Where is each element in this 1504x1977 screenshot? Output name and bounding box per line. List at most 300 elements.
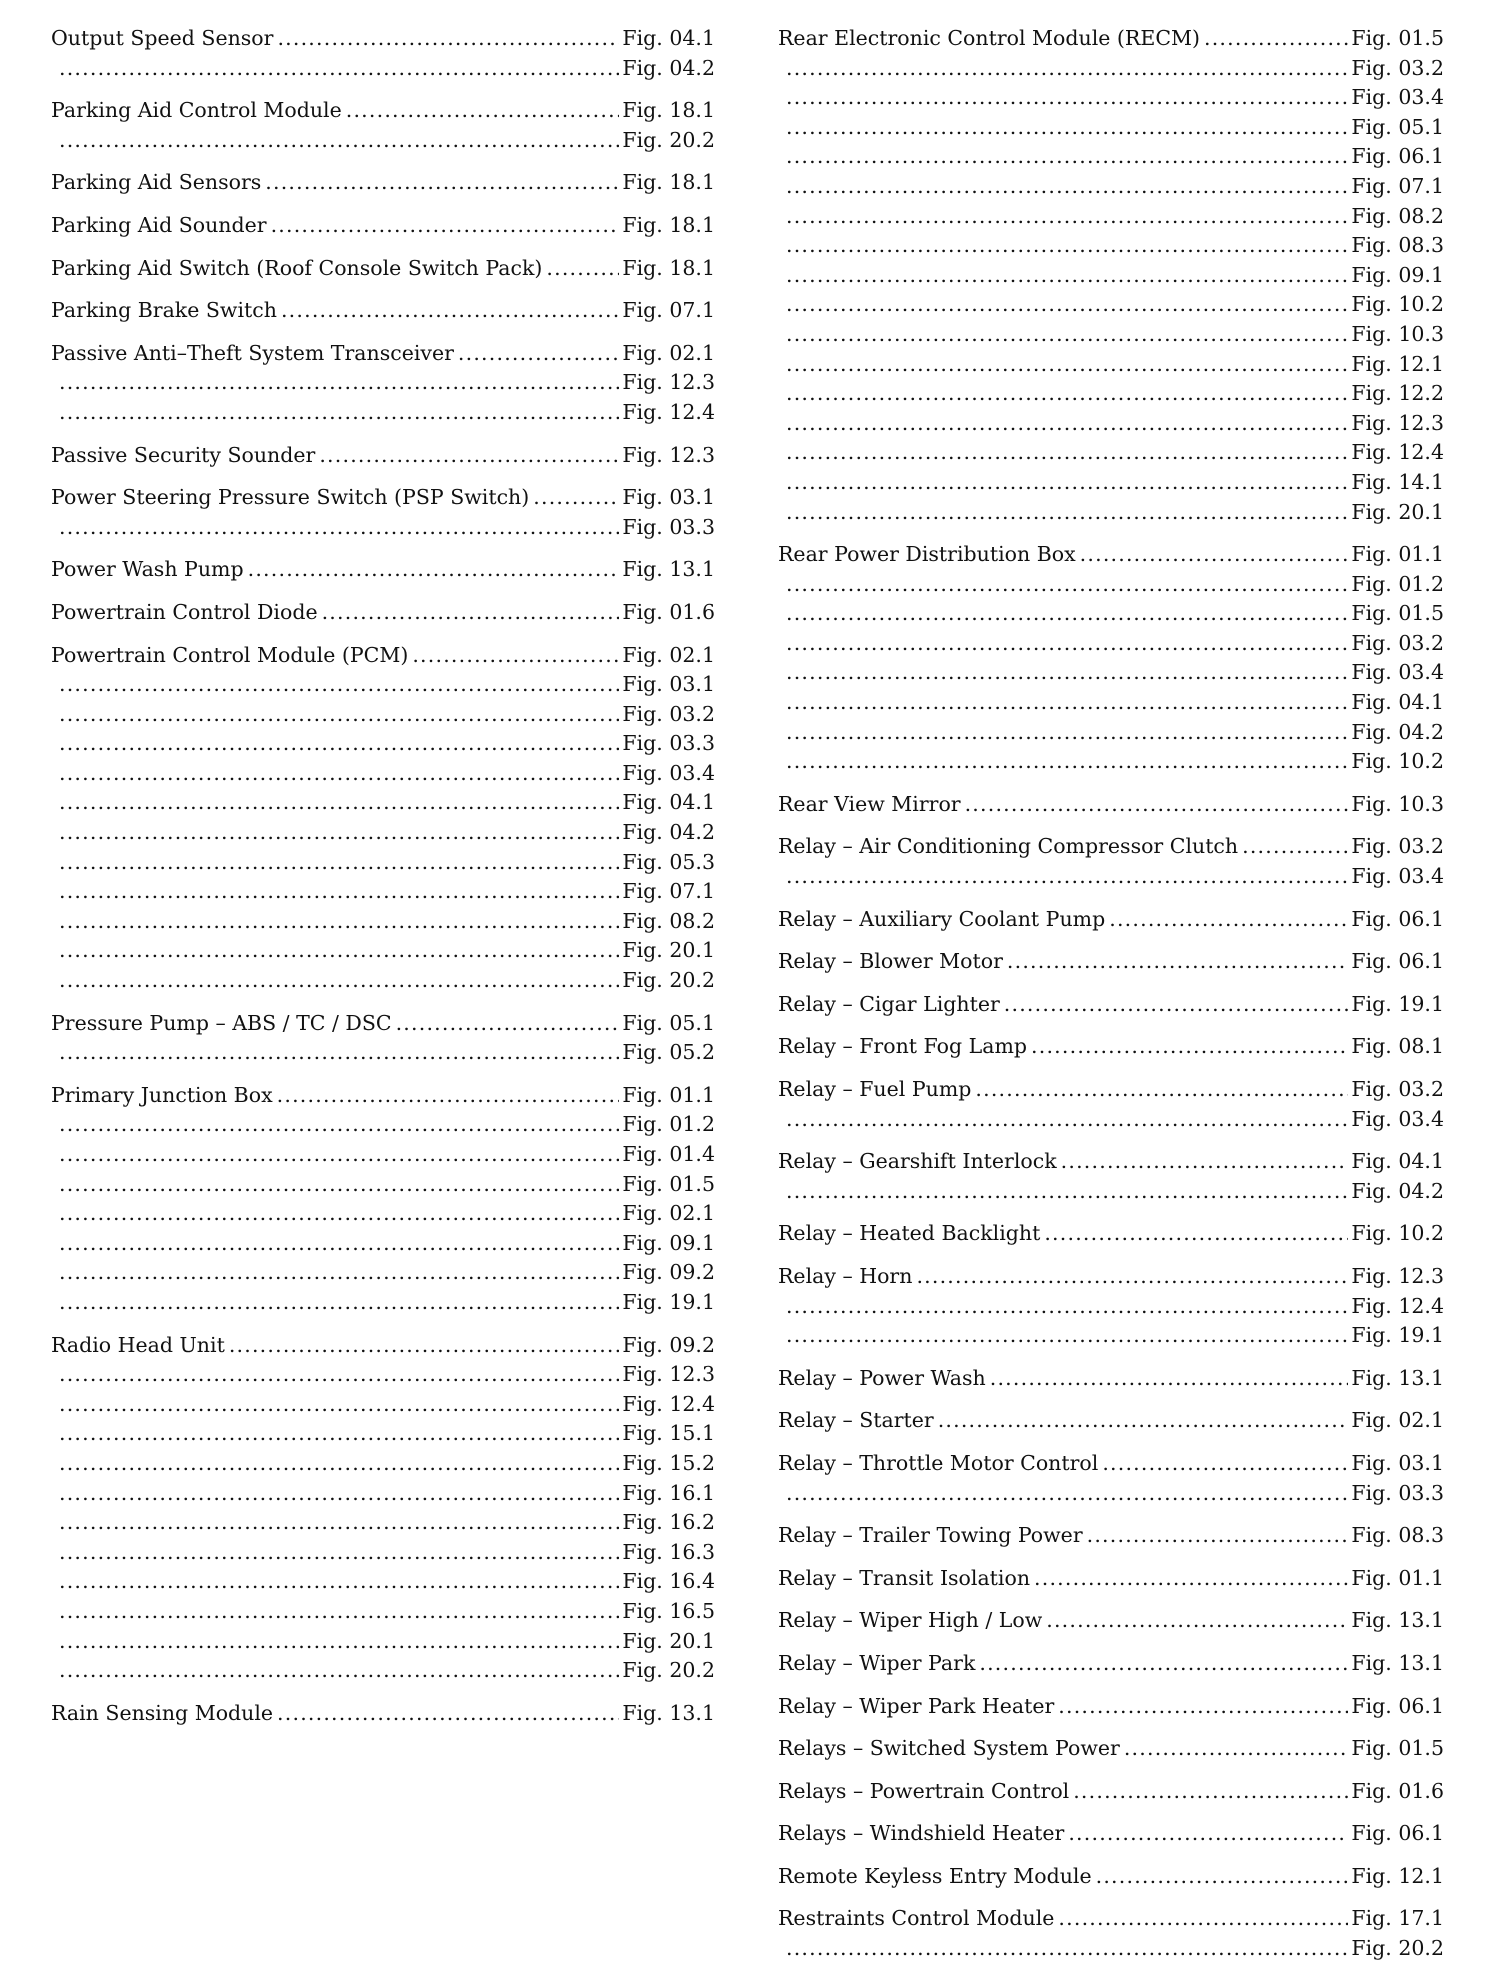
figure-reference: Fig. 04.1	[622, 790, 715, 815]
figure-reference: Fig. 07.1	[1351, 173, 1444, 198]
dot-leader	[59, 670, 619, 700]
dot-leader	[1124, 1734, 1349, 1764]
index-entry-line	[778, 905, 1444, 935]
index-entry	[778, 990, 1444, 1020]
index-entry-line	[778, 1904, 1444, 1934]
index-entry	[778, 832, 1444, 891]
index-entry-continuation-line	[51, 1567, 715, 1597]
dot-leader	[786, 468, 1348, 498]
dot-leader	[59, 1419, 619, 1449]
figure-reference: Fig. 02.1	[622, 340, 715, 365]
dot-leader	[59, 1170, 619, 1200]
dot-leader	[59, 936, 619, 966]
index-entry-continuation-line	[51, 729, 715, 759]
index-entry-continuation-line	[778, 629, 1444, 659]
figure-reference: Fig. 12.3	[1351, 1263, 1444, 1288]
index-entry-continuation-line	[778, 320, 1444, 350]
index-entry-continuation-line	[51, 398, 715, 428]
figure-reference: Fig. 09.1	[1351, 262, 1444, 287]
dot-leader	[1058, 1904, 1348, 1934]
figure-reference: Fig. 10.2	[1351, 1221, 1444, 1246]
figure-reference: Fig. 12.3	[1351, 410, 1444, 435]
dot-leader	[59, 1479, 619, 1509]
index-entry	[778, 1564, 1444, 1594]
index-entry-line	[51, 339, 715, 369]
index-entry-line	[51, 441, 715, 471]
index-entry-line	[51, 96, 715, 126]
figure-reference: Fig. 19.1	[1351, 991, 1444, 1016]
index-entry-continuation-line	[51, 700, 715, 730]
index-entry-line	[778, 1606, 1444, 1636]
entry-name: Rear Electronic Control Module (RECM)	[778, 26, 1200, 50]
figure-reference: Fig. 07.1	[622, 879, 715, 904]
dot-leader	[533, 483, 619, 513]
index-entry-line	[778, 1862, 1444, 1892]
figure-reference: Fig. 20.1	[622, 1628, 715, 1653]
figure-reference: Fig. 12.4	[622, 399, 715, 424]
entry-name: Relay – Auxiliary Coolant Pump	[778, 906, 1106, 931]
index-entry-continuation-line	[51, 1360, 715, 1390]
entry-name: Parking Brake Switch	[51, 298, 277, 323]
entry-name: Parking Aid Switch (Roof Console Switch Pack)	[51, 255, 543, 280]
index-entry-continuation-line	[778, 172, 1444, 202]
index-entry	[778, 1692, 1444, 1722]
index-entry	[778, 1819, 1444, 1849]
figure-reference: Fig. 08.1	[1351, 1034, 1444, 1059]
dot-leader	[59, 788, 619, 818]
dot-leader	[59, 1140, 619, 1170]
figure-reference: Fig. 01.2	[622, 1112, 715, 1137]
figure-reference: Fig. 20.1	[622, 938, 715, 963]
figure-reference: Fig. 16.1	[622, 1480, 715, 1505]
dot-leader	[59, 1199, 619, 1229]
figure-reference: Fig. 17.1	[1351, 1906, 1444, 1931]
index-entry-continuation-line	[51, 368, 715, 398]
dot-leader	[59, 1360, 619, 1390]
index-entry	[778, 1032, 1444, 1062]
figure-reference: Fig. 03.1	[622, 485, 715, 510]
figure-reference: Fig. 13.1	[1351, 1650, 1444, 1675]
index-entry-line	[778, 990, 1444, 1020]
index-entry-continuation-line	[778, 468, 1444, 498]
index-entry-continuation-line	[51, 1288, 715, 1318]
figure-reference: Fig. 16.4	[622, 1569, 715, 1594]
figure-reference: Fig. 09.1	[622, 1230, 715, 1255]
dot-leader	[786, 438, 1348, 468]
entry-name: Pressure Pump – ABS / TC / DSC	[51, 1010, 392, 1035]
dot-leader	[786, 1177, 1348, 1207]
dot-leader	[458, 339, 620, 369]
dot-leader	[59, 1390, 619, 1420]
dot-leader	[59, 1288, 619, 1318]
entry-name: Relays – Powertrain Control	[778, 1778, 1070, 1803]
entry-name: Rear View Mirror	[778, 791, 961, 816]
index-entry	[778, 1777, 1444, 1807]
dot-leader	[1034, 1564, 1348, 1594]
index-entry-continuation-line	[778, 1292, 1444, 1322]
dot-leader	[59, 54, 619, 84]
dot-leader	[786, 498, 1348, 528]
index-entry-continuation-line	[51, 1229, 715, 1259]
dot-leader	[281, 296, 619, 326]
dot-leader	[1096, 1862, 1349, 1892]
figure-reference: Fig. 01.6	[1351, 1778, 1444, 1803]
entry-name: Remote Keyless Entry Module	[778, 1863, 1092, 1888]
entry-name: Output Speed Sensor	[51, 26, 274, 50]
index-entry-continuation-line	[51, 1140, 715, 1170]
figure-reference: Fig. 04.2	[1351, 719, 1444, 744]
figure-reference: Fig. 03.2	[1351, 834, 1444, 859]
figure-reference: Fig. 04.1	[1351, 690, 1444, 715]
figure-reference: Fig. 12.4	[1351, 1293, 1444, 1318]
dot-leader	[1061, 1147, 1349, 1177]
dot-leader	[59, 759, 619, 789]
index-entry-line	[51, 555, 715, 585]
figure-reference: Fig. 01.5	[1351, 601, 1444, 626]
figure-reference: Fig. 03.4	[1351, 864, 1444, 889]
index-entry	[778, 905, 1444, 935]
dot-leader	[248, 555, 620, 585]
index-entry-line	[51, 168, 715, 198]
entry-name: Parking Aid Control Module	[51, 98, 342, 123]
figure-reference: Fig. 10.2	[1351, 292, 1444, 317]
entry-name: Relay – Trailer Towing Power	[778, 1523, 1083, 1548]
entry-name: Passive Anti–Theft System Transceiver	[51, 340, 454, 365]
index-entry-line	[51, 1009, 715, 1039]
dot-leader	[1044, 1219, 1348, 1249]
index-entry-continuation-line	[778, 409, 1444, 439]
figure-reference: Fig. 01.5	[1351, 1736, 1444, 1761]
entry-name: Relay – Wiper High / Low	[778, 1608, 1043, 1633]
index-entry-continuation-line	[51, 1538, 715, 1568]
dot-leader	[786, 409, 1348, 439]
dot-leader	[1046, 1606, 1348, 1636]
dot-leader	[786, 658, 1348, 688]
dot-leader	[1102, 1449, 1348, 1479]
index-entry-line	[778, 1032, 1444, 1062]
index-entry	[51, 24, 715, 83]
entry-name: Relays – Switched System Power	[778, 1736, 1120, 1761]
figure-reference: Fig. 02.1	[622, 1201, 715, 1226]
index-entry-line	[51, 1699, 715, 1729]
figure-reference: Fig. 16.3	[622, 1539, 715, 1564]
entry-name: Relay – Horn	[778, 1263, 913, 1288]
index-entry	[778, 1862, 1444, 1892]
figure-reference: Fig. 06.1	[1351, 1693, 1444, 1718]
index-entry	[778, 1649, 1444, 1679]
entry-name: Primary Junction Box	[51, 1082, 273, 1107]
index-entry-continuation-line	[778, 688, 1444, 718]
dot-leader	[59, 848, 619, 878]
index-entry	[778, 24, 1444, 527]
entry-name: Relay – Wiper Park	[778, 1650, 976, 1675]
index-entry-continuation-line	[778, 261, 1444, 291]
index-entry-line	[51, 24, 715, 54]
figure-reference: Fig. 06.1	[1351, 949, 1444, 974]
entry-name: Relay – Transit Isolation	[778, 1565, 1031, 1590]
entry-name: Passive Security Sounder	[51, 442, 316, 467]
index-column-right	[778, 24, 1444, 1977]
dot-leader	[786, 202, 1348, 232]
dot-leader	[786, 862, 1348, 892]
index-entry	[51, 1699, 715, 1729]
figure-reference: Fig. 03.2	[622, 701, 715, 726]
figure-reference: Fig. 08.3	[1351, 233, 1444, 258]
figure-reference: Fig. 03.1	[1351, 1450, 1444, 1475]
figure-reference: Fig. 03.4	[1351, 1106, 1444, 1131]
index-entry-continuation-line	[778, 570, 1444, 600]
index-entry-line	[51, 1331, 715, 1361]
figure-reference: Fig. 03.3	[622, 731, 715, 756]
index-entry-line	[51, 1081, 715, 1111]
figure-reference: Fig. 13.1	[622, 557, 715, 582]
index-entry-continuation-line	[778, 1105, 1444, 1135]
index-entry	[51, 1009, 715, 1068]
figure-reference: Fig. 15.2	[622, 1450, 715, 1475]
entry-name: Power Steering Pressure Switch (PSP Switch)	[51, 485, 530, 510]
index-entry-line	[778, 1262, 1444, 1292]
dot-leader	[59, 1258, 619, 1288]
index-entry-line	[778, 24, 1444, 54]
index-entry-continuation-line	[51, 1110, 715, 1140]
figure-reference: Fig. 10.3	[1351, 321, 1444, 346]
index-entry-line	[51, 296, 715, 326]
index-entry-line	[778, 1364, 1444, 1394]
index-entry	[51, 598, 715, 628]
index-entry-line	[778, 832, 1444, 862]
index-entry-continuation-line	[778, 1479, 1444, 1509]
index-entry-continuation-line	[51, 1508, 715, 1538]
figure-reference: Fig. 14.1	[1351, 469, 1444, 494]
dot-leader	[786, 54, 1348, 84]
index-entry-continuation-line	[51, 54, 715, 84]
figure-reference: Fig. 02.1	[622, 642, 715, 667]
index-entry	[51, 441, 715, 471]
dot-leader	[546, 254, 619, 284]
entry-name: Restraints Control Module	[778, 1906, 1055, 1931]
index-entry	[51, 555, 715, 585]
index-entry-continuation-line	[778, 142, 1444, 172]
index-entry	[778, 1734, 1444, 1764]
dot-leader	[786, 1292, 1348, 1322]
index-entry	[778, 1904, 1444, 1963]
index-entry-line	[778, 1734, 1444, 1764]
figure-reference: Fig. 04.1	[1351, 1149, 1444, 1174]
dot-leader	[1080, 540, 1349, 570]
figure-reference: Fig. 18.1	[622, 170, 715, 195]
index-entry-continuation-line	[51, 936, 715, 966]
figure-reference: Fig. 05.1	[622, 1010, 715, 1035]
dot-leader	[786, 718, 1348, 748]
dot-leader	[1073, 1777, 1348, 1807]
index-entry	[51, 96, 715, 155]
index-entry-line	[778, 947, 1444, 977]
index-entry-continuation-line	[778, 290, 1444, 320]
dot-leader	[786, 1321, 1348, 1351]
dot-leader	[59, 907, 619, 937]
dot-leader	[346, 96, 620, 126]
entry-name: Relay – Gearshift Interlock	[778, 1149, 1057, 1174]
index-entry-continuation-line	[778, 202, 1444, 232]
figure-reference: Fig. 01.1	[1351, 1565, 1444, 1590]
dot-leader	[59, 1627, 619, 1657]
entry-name: Powertrain Control Diode	[51, 599, 318, 624]
index-entry-continuation-line	[51, 1199, 715, 1229]
index-entry	[51, 254, 715, 284]
index-entry-line	[778, 1819, 1444, 1849]
index-entry-line	[778, 1075, 1444, 1105]
figure-reference: Fig. 09.2	[622, 1332, 715, 1357]
entry-name: Relay – Cigar Lighter	[778, 991, 1000, 1016]
index-entry-continuation-line	[778, 83, 1444, 113]
figure-reference: Fig. 03.1	[622, 672, 715, 697]
index-entry	[51, 483, 715, 542]
figure-reference: Fig. 12.3	[622, 442, 715, 467]
figure-reference: Fig. 04.1	[622, 26, 715, 50]
figure-reference: Fig. 05.2	[622, 1040, 715, 1065]
dot-leader	[59, 368, 619, 398]
index-entry-line	[51, 641, 715, 671]
figure-reference: Fig. 03.2	[1351, 1077, 1444, 1101]
figure-reference: Fig. 20.2	[622, 968, 715, 993]
dot-leader	[59, 966, 619, 996]
dot-leader	[1109, 905, 1348, 935]
dot-leader	[1007, 947, 1349, 977]
index-entry-continuation-line	[778, 231, 1444, 261]
dot-leader	[271, 211, 620, 241]
figure-reference: Fig. 07.1	[622, 298, 715, 323]
figure-reference: Fig. 01.6	[622, 599, 715, 624]
entry-name: Rain Sensing Module	[51, 1700, 274, 1725]
dot-leader	[1068, 1819, 1348, 1849]
index-entry	[51, 168, 715, 198]
index-entry-line	[51, 254, 715, 284]
index-entry-continuation-line	[778, 54, 1444, 84]
dot-leader	[786, 599, 1348, 629]
index-entry-continuation-line	[51, 788, 715, 818]
index-entry	[778, 1262, 1444, 1351]
index-entry-continuation-line	[51, 126, 715, 156]
dot-leader	[786, 1934, 1348, 1964]
figure-reference: Fig. 08.2	[1351, 203, 1444, 228]
index-entry-continuation-line	[51, 1258, 715, 1288]
index-entry-continuation-line	[51, 1656, 715, 1686]
dot-leader	[990, 1364, 1349, 1394]
entry-name: Radio Head Unit	[51, 1332, 225, 1357]
figure-reference: Fig. 20.2	[1351, 1936, 1444, 1961]
index-entry-continuation-line	[51, 1479, 715, 1509]
index-entry-line	[778, 1521, 1444, 1551]
dot-leader	[786, 172, 1348, 202]
figure-reference: Fig. 18.1	[622, 255, 715, 280]
entry-name: Relay – Wiper Park Heater	[778, 1693, 1055, 1718]
dot-leader	[786, 142, 1348, 172]
dot-leader	[965, 790, 1349, 820]
figure-reference: Fig. 04.2	[622, 55, 715, 80]
dot-leader	[1031, 1032, 1348, 1062]
dot-leader	[786, 1479, 1348, 1509]
figure-reference: Fig. 04.2	[622, 820, 715, 845]
dot-leader	[786, 1105, 1348, 1135]
index-entry	[778, 1406, 1444, 1436]
figure-reference: Fig. 19.1	[622, 1289, 715, 1314]
dot-leader	[277, 1699, 619, 1729]
dot-leader	[59, 513, 619, 543]
dot-leader	[396, 1009, 620, 1039]
index-entry	[51, 296, 715, 326]
dot-leader	[59, 700, 619, 730]
index-entry-continuation-line	[51, 818, 715, 848]
figure-reference: Fig. 05.3	[622, 849, 715, 874]
figure-reference: Fig. 08.2	[622, 908, 715, 933]
entry-name: Power Wash Pump	[51, 557, 244, 582]
dot-leader	[229, 1331, 620, 1361]
index-entry-continuation-line	[778, 599, 1444, 629]
dot-leader	[59, 1597, 619, 1627]
index-entry-continuation-line	[778, 350, 1444, 380]
figure-reference: Fig. 01.5	[1351, 26, 1444, 50]
entry-name: Relay – Fuel Pump	[778, 1077, 972, 1101]
figure-reference: Fig. 12.4	[1351, 440, 1444, 465]
entry-name: Relay – Blower Motor	[778, 949, 1003, 974]
dot-leader	[916, 1262, 1348, 1292]
entry-name: Relays – Windshield Heater	[778, 1821, 1065, 1846]
index-entry	[51, 641, 715, 996]
dot-leader	[979, 1649, 1348, 1679]
index-entry-continuation-line	[778, 1177, 1444, 1207]
dot-leader	[59, 1538, 619, 1568]
figure-reference: Fig. 12.4	[622, 1391, 715, 1416]
figure-reference: Fig. 13.1	[1351, 1608, 1444, 1633]
figure-reference: Fig. 03.3	[1351, 1480, 1444, 1505]
figure-reference: Fig. 03.4	[622, 760, 715, 785]
dot-leader	[938, 1406, 1349, 1436]
index-entry	[778, 1364, 1444, 1394]
dot-leader	[59, 1567, 619, 1597]
dot-leader	[59, 398, 619, 428]
figure-reference: Fig. 03.4	[1351, 85, 1444, 110]
index-entry	[778, 1075, 1444, 1134]
index-entry-continuation-line	[51, 670, 715, 700]
figure-reference: Fig. 19.1	[1351, 1323, 1444, 1348]
figure-reference: Fig. 10.3	[1351, 791, 1444, 816]
entry-name: Powertrain Control Module (PCM)	[51, 642, 409, 667]
dot-leader	[786, 320, 1348, 350]
index-entry	[778, 1606, 1444, 1636]
figure-reference: Fig. 20.2	[622, 1658, 715, 1683]
index-entry	[778, 790, 1444, 820]
dot-leader	[319, 441, 619, 471]
index-entry-continuation-line	[778, 862, 1444, 892]
figure-reference: Fig. 13.1	[622, 1700, 715, 1725]
dot-leader	[1004, 990, 1349, 1020]
index-entry-continuation-line	[778, 1321, 1444, 1351]
figure-reference: Fig. 08.3	[1351, 1523, 1444, 1548]
figure-reference: Fig. 15.1	[622, 1421, 715, 1446]
index-entry	[778, 947, 1444, 977]
dot-leader	[277, 24, 619, 54]
entry-name: Relay – Power Wash	[778, 1365, 986, 1390]
figure-reference: Fig. 01.4	[622, 1142, 715, 1166]
entry-name: Parking Aid Sounder	[51, 212, 267, 237]
dot-leader	[786, 113, 1348, 143]
dot-leader	[786, 629, 1348, 659]
figure-reference: Fig. 04.2	[1351, 1178, 1444, 1203]
figure-reference: Fig. 10.2	[1351, 749, 1444, 774]
index-entry	[51, 1331, 715, 1686]
index-entry-continuation-line	[778, 113, 1444, 143]
index-column-left	[51, 24, 715, 1741]
